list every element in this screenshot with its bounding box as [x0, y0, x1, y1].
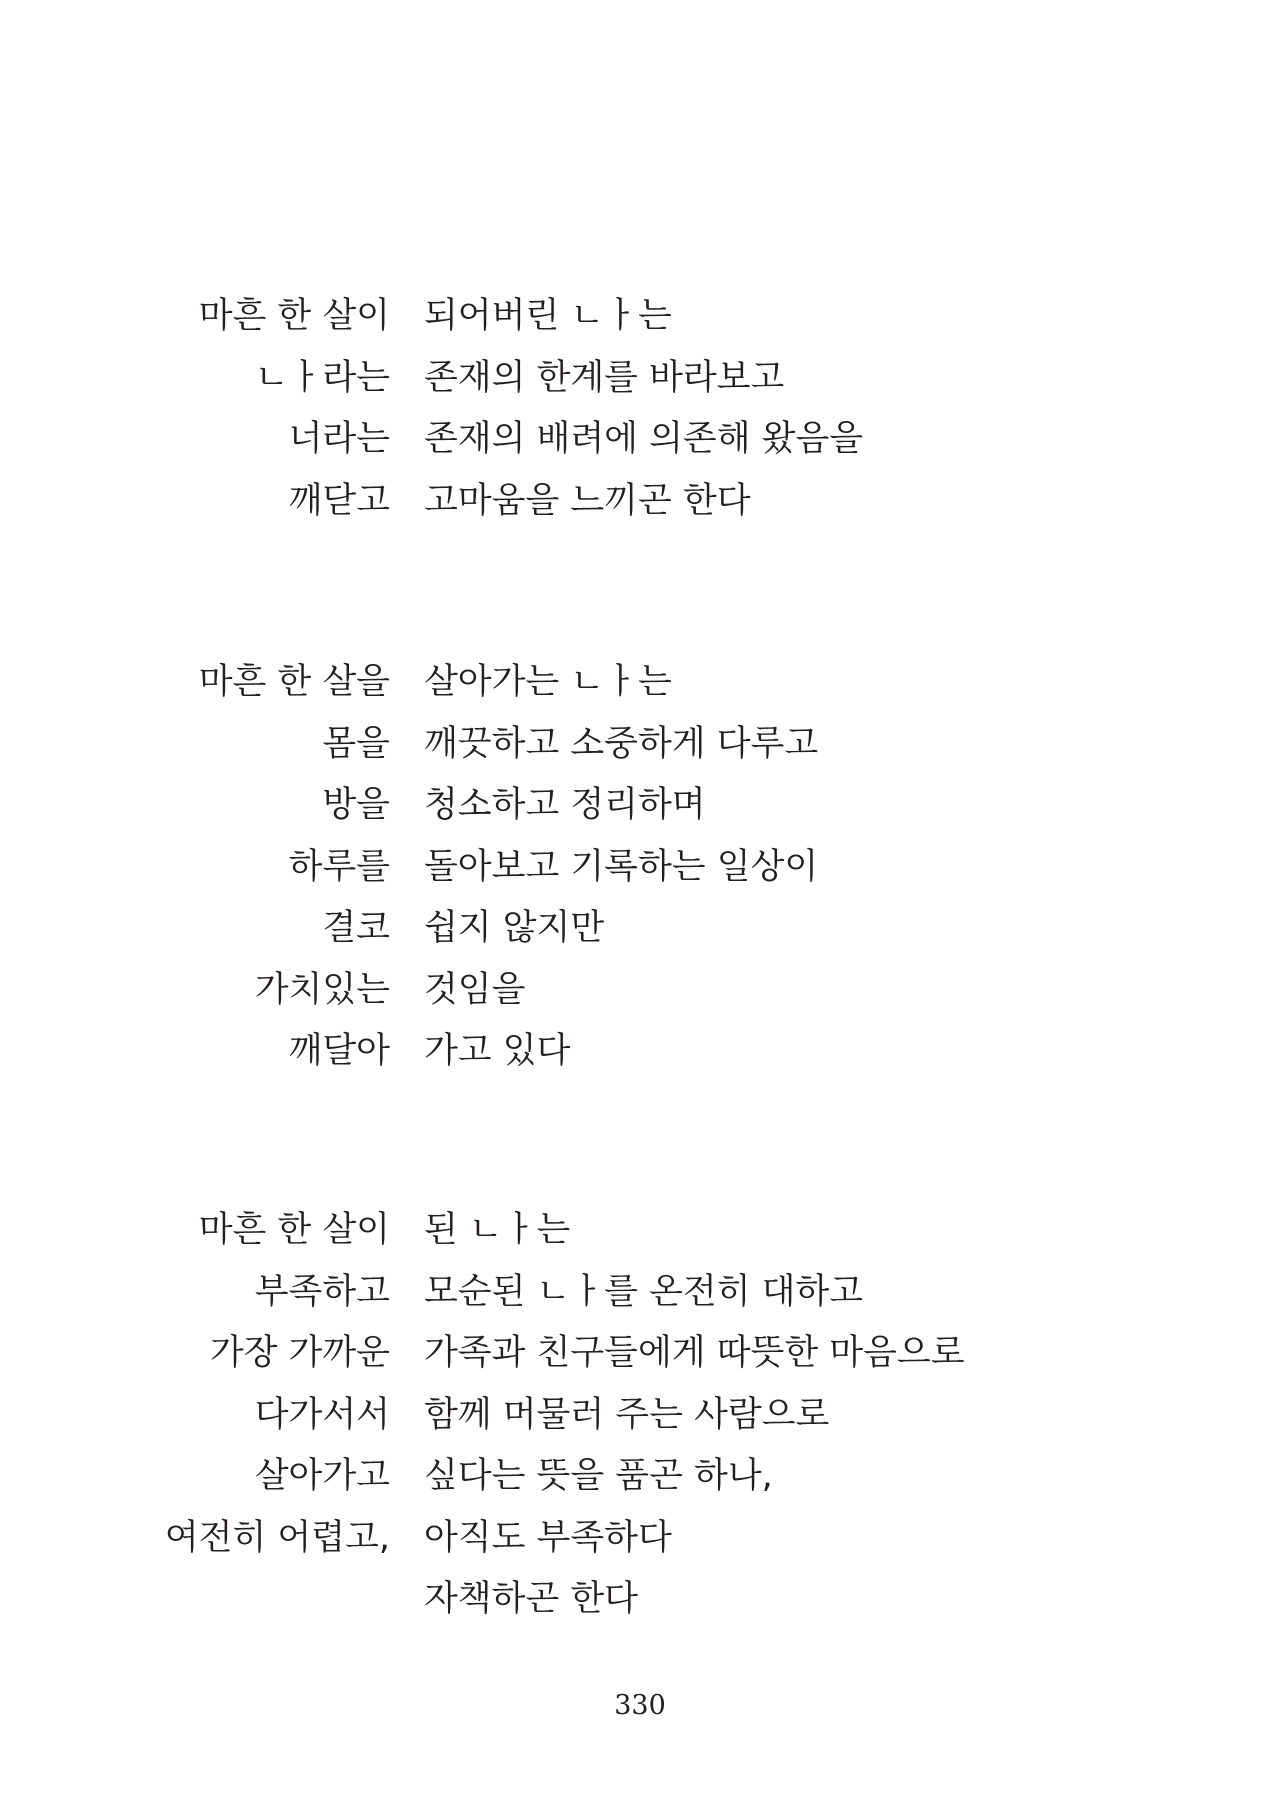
poem-line — [0, 1262, 1280, 1324]
poem-line — [0, 1200, 1280, 1262]
line-right-text: 가고 있다 — [424, 1031, 571, 1071]
line-left-text: 결코 — [322, 908, 390, 948]
line-left-text: 마흔 한 살이 — [198, 296, 390, 336]
line-left-text: 다가서서 — [254, 1394, 390, 1435]
poem-line — [0, 1021, 1280, 1083]
poem-line — [0, 1323, 1280, 1385]
line-right-text: 자책하곤 한다 — [424, 1579, 638, 1619]
line-right-text: 것임을 — [424, 969, 526, 1010]
line-left-text: 부족하고 — [254, 1271, 390, 1312]
stanza-2 — [0, 652, 1280, 1083]
line-left-text: 몸을 — [322, 723, 390, 764]
line-right-text: 존재의 한계를 바라보고 — [424, 357, 785, 398]
line-left-text: 하루를 — [288, 846, 390, 887]
line-left-text: 가장 가까운 — [209, 1333, 390, 1373]
line-left-text: 너라는 — [288, 419, 390, 459]
poem-line — [0, 837, 1280, 899]
line-left-text: 방을 — [322, 785, 390, 825]
poem-line — [0, 409, 1280, 471]
poem-line — [0, 471, 1280, 533]
poem-line — [0, 286, 1280, 348]
poem-line — [0, 898, 1280, 960]
line-right-text: 아직도 부족하다 — [424, 1517, 672, 1558]
line-right-text: 깨끗하고 소중하게 다루고 — [424, 723, 819, 764]
line-right-text: 살아가는 ㄴㅏ는 — [424, 662, 672, 702]
poem-line — [0, 348, 1280, 410]
poem-line — [0, 714, 1280, 776]
line-right-text: 쉽지 않지만 — [424, 908, 605, 948]
line-right-text: 존재의 배려에 의존해 왔음을 — [424, 419, 864, 459]
stanza-1 — [0, 286, 1280, 532]
line-right-text: 돌아보고 기록하는 일상이 — [424, 846, 819, 887]
poem-line — [0, 1569, 1280, 1631]
poem-line — [0, 652, 1280, 714]
line-right-text: 가족과 친구들에게 따뜻한 마음으로 — [424, 1333, 965, 1373]
poem-line — [0, 775, 1280, 837]
poem-line — [0, 1446, 1280, 1508]
poem-line — [0, 1508, 1280, 1570]
line-left-text: 깨닫고 — [288, 480, 390, 521]
line-left-text: 마흔 한 살을 — [198, 662, 390, 702]
line-right-text: 모순된 ㄴㅏ를 온전히 대하고 — [424, 1271, 864, 1312]
line-right-text: 함께 머물러 주는 사람으로 — [424, 1394, 830, 1435]
page-number: 330 — [614, 1690, 666, 1721]
stanza-3 — [0, 1200, 1280, 1631]
line-left-text: 가치있는 — [254, 969, 390, 1010]
line-right-text: 청소하고 정리하며 — [424, 785, 706, 825]
line-right-text: 되어버린 ㄴㅏ는 — [424, 296, 672, 336]
poem-line — [0, 960, 1280, 1022]
line-left-text: 살아가고 — [254, 1456, 390, 1496]
line-left-text: 마흔 한 살이 — [198, 1210, 390, 1250]
line-right-text: 고마움을 느끼곤 한다 — [424, 480, 751, 521]
line-right-text: 싶다는 뜻을 품곤 하나, — [424, 1456, 773, 1496]
line-right-text: 된 ㄴㅏ는 — [424, 1210, 571, 1250]
line-left-text: ㄴㅏ라는 — [254, 357, 390, 398]
line-left-text: 깨달아 — [288, 1031, 390, 1071]
poem-line — [0, 1385, 1280, 1447]
line-left-text: 여전히 어렵고, — [164, 1517, 390, 1558]
